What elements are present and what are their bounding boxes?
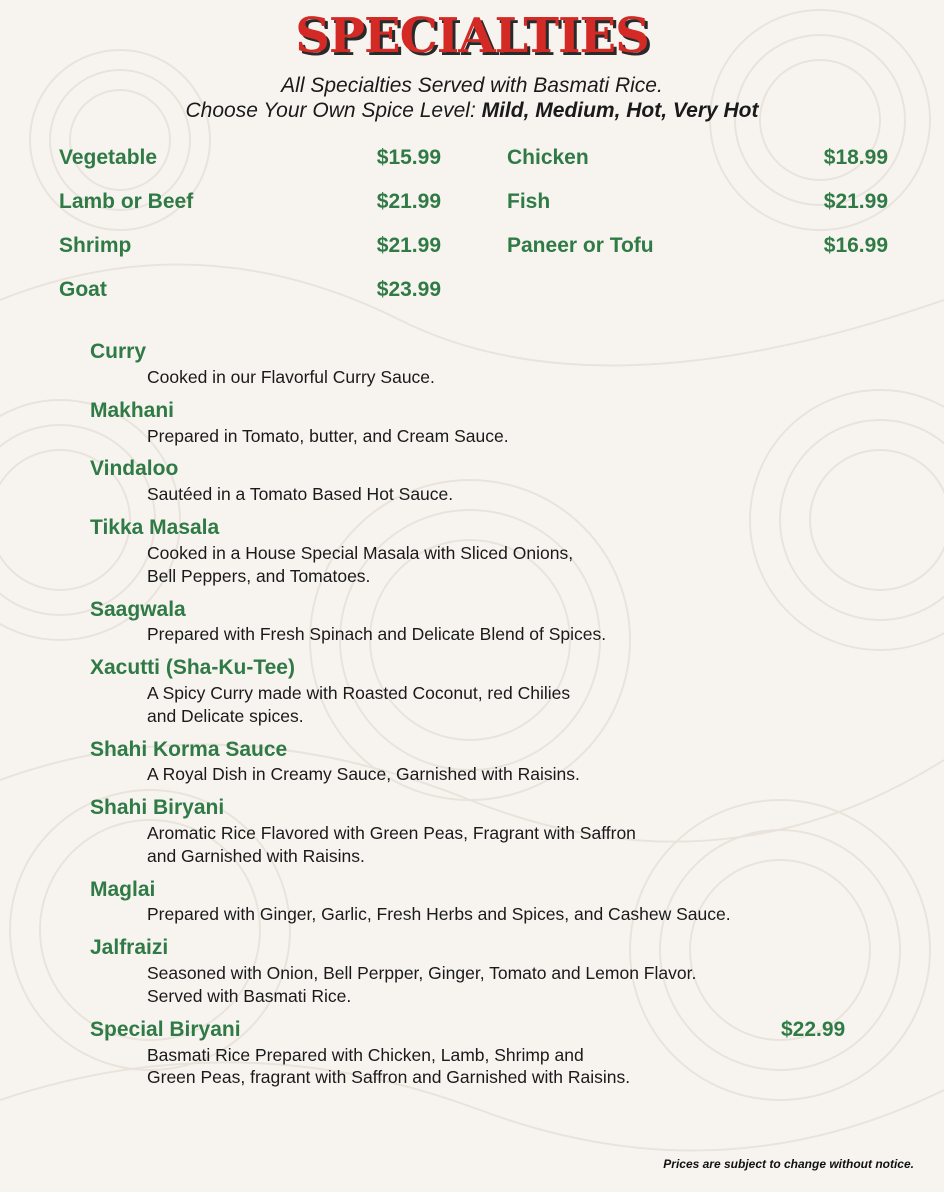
protein-price: $16.99 <box>823 234 888 257</box>
dish-desc-xacutti-1: A Spicy Curry made with Roasted Coconut, red Chilies <box>147 683 571 703</box>
dish-desc-curry: Cooked in our Flavorful Curry Sauce. <box>147 367 435 387</box>
dish-desc-shahi-korma: A Royal Dish in Creamy Sauce, Garnished with Raisins. <box>147 764 580 784</box>
dish-desc-jalfraizi-2: Served with Basmati Rice. <box>147 986 352 1006</box>
dish-desc-special-biryani-1: Basmati Rice Prepared with Chicken, Lamb, Shrimp and <box>147 1045 584 1065</box>
price-row-lamb-beef <box>59 190 441 216</box>
protein-name: Chicken <box>507 146 589 169</box>
dish-desc-vindaloo: Sautéed in a Tomato Based Hot Sauce. <box>147 484 454 504</box>
price-notice: Prices are subject to change without notice. <box>663 1157 914 1171</box>
dish-desc-tikka-masala-2: Bell Peppers, and Tomatoes. <box>147 566 371 586</box>
protein-name: Goat <box>59 278 107 301</box>
protein-price: $23.99 <box>376 278 441 301</box>
dish-name-maglai: Maglai <box>90 878 156 901</box>
dish-desc-jalfraizi-1: Seasoned with Onion, Bell Perpper, Ginger, Tomato and Lemon Flavor. <box>147 963 697 983</box>
dish-name-xacutti: Xacutti (Sha-Ku-Tee) <box>90 656 295 679</box>
dish-name-shahi-biryani: Shahi Biryani <box>90 796 225 819</box>
price-row-goat <box>59 278 441 304</box>
dish-desc-shahi-biryani-2: and Garnished with Raisins. <box>147 846 365 866</box>
protein-name: Vegetable <box>59 146 158 169</box>
protein-price: $18.99 <box>823 146 888 169</box>
dish-desc-makhani: Prepared in Tomato, butter, and Cream Sauce. <box>147 426 509 446</box>
dish-desc-saagwala: Prepared with Fresh Spinach and Delicate Blend of Spices. <box>147 624 607 644</box>
protein-price: $21.99 <box>376 234 441 257</box>
price-row-shrimp <box>59 234 441 260</box>
protein-price: $21.99 <box>376 190 441 213</box>
dish-name-tikka-masala: Tikka Masala <box>90 516 220 539</box>
price-row-fish <box>507 190 888 216</box>
dish-name-saagwala: Saagwala <box>90 598 186 621</box>
dish-desc-maglai: Prepared with Ginger, Garlic, Fresh Herbs and Spices, and Cashew Sauce. <box>147 904 731 924</box>
protein-price: $21.99 <box>823 190 888 213</box>
special-biryani-price: $22.99 <box>781 1018 846 1041</box>
subtitle-rice: All Specialties Served with Basmati Rice. <box>281 74 663 97</box>
dish-name-shahi-korma: Shahi Korma Sauce <box>90 738 288 761</box>
protein-name: Shrimp <box>59 234 132 257</box>
protein-name: Fish <box>507 190 551 213</box>
dish-desc-shahi-biryani-1: Aromatic Rice Flavored with Green Peas, Fragrant with Saffron <box>147 823 636 843</box>
price-row-paneer-tofu <box>507 234 888 260</box>
price-row-chicken <box>507 146 888 172</box>
dish-desc-tikka-masala-1: Cooked in a House Special Masala with Sliced Onions, <box>147 543 574 563</box>
dish-desc-special-biryani-2: Green Peas, fragrant with Saffron and Garnished with Raisins. <box>147 1067 631 1087</box>
dish-name-jalfraizi: Jalfraizi <box>90 936 169 959</box>
page-title: SPECIALTIES <box>295 8 649 64</box>
dish-name-curry: Curry <box>90 340 147 363</box>
dish-desc-xacutti-2: and Delicate spices. <box>147 706 304 726</box>
spice-label: Choose Your Own Spice Level: <box>185 99 482 122</box>
price-row-vegetable <box>59 146 441 172</box>
subtitle-spice <box>0 99 944 123</box>
protein-name: Paneer or Tofu <box>507 234 654 257</box>
dish-name-special-biryani: Special Biryani <box>90 1018 241 1041</box>
protein-name: Lamb or Beef <box>59 190 194 213</box>
spice-levels: Mild, Medium, Hot, Very Hot <box>481 99 759 122</box>
protein-price: $15.99 <box>376 146 441 169</box>
dish-name-makhani: Makhani <box>90 399 175 422</box>
dish-name-vindaloo: Vindaloo <box>90 457 179 480</box>
